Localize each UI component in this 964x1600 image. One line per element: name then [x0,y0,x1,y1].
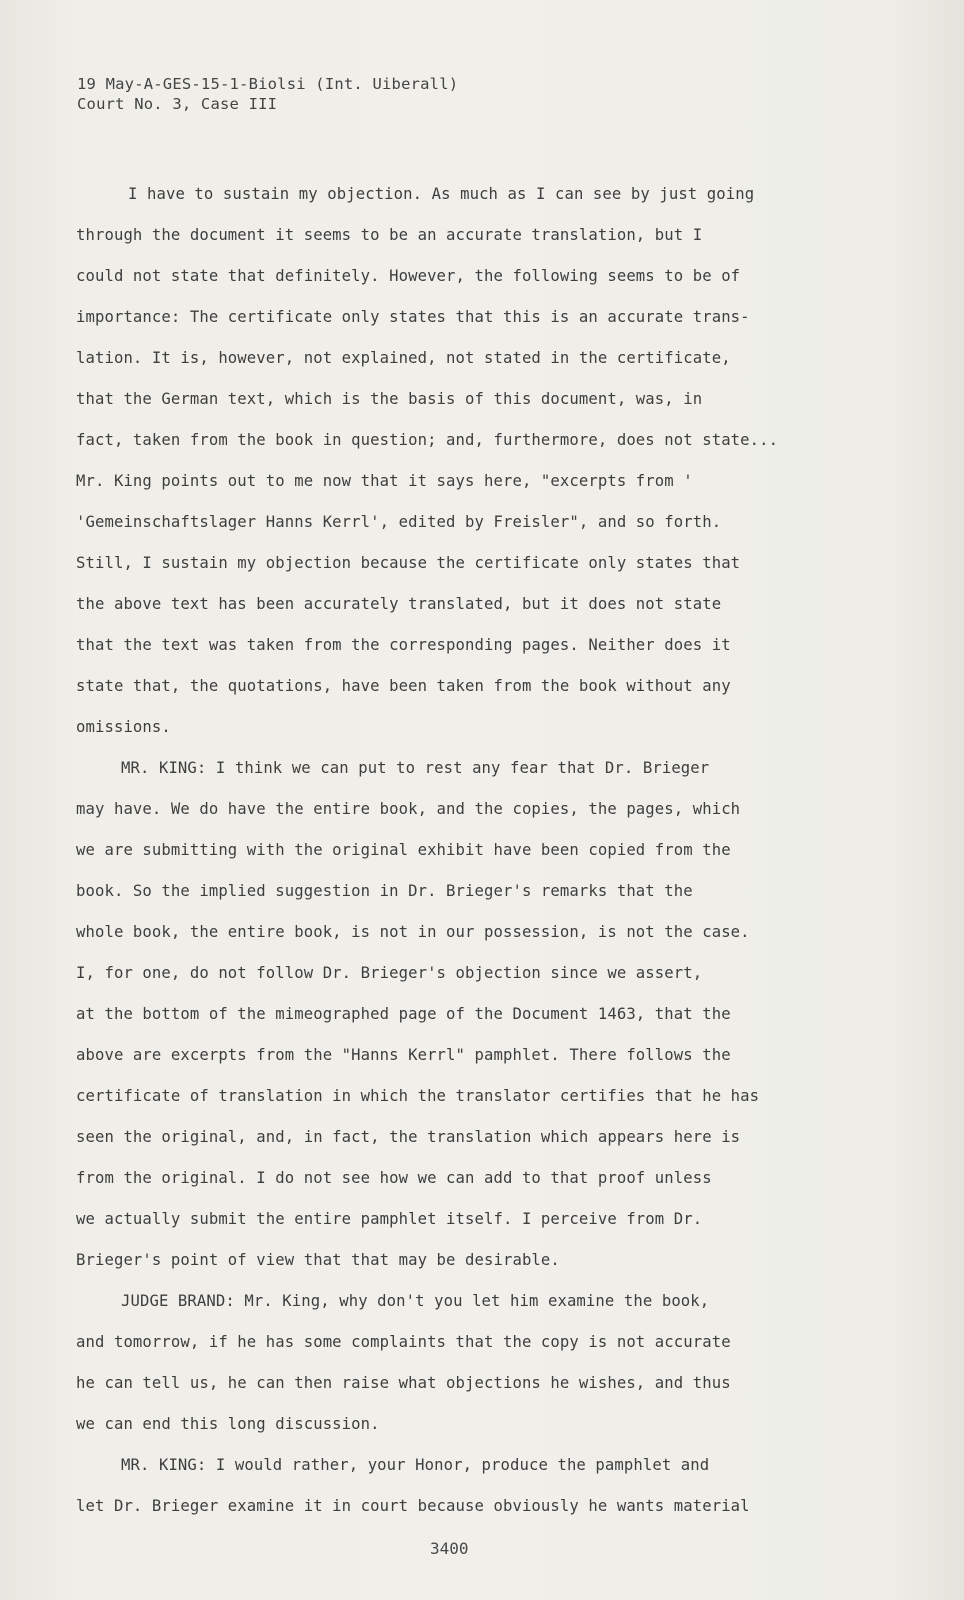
transcript-line: the above text has been accurately translated, but it does not state [76,595,722,613]
transcript-line: book. So the implied suggestion in Dr. Brieger's remarks that the [76,882,693,900]
transcript-line: we actually submit the entire pamphlet itself. I perceive from Dr. [76,1210,703,1228]
transcript-line: state that, the quotations, have been taken from the book without any [76,677,731,695]
header-line-2: Court No. 3, Case III [77,95,278,113]
transcript-line: and tomorrow, if he has some complaints that the copy is not accurate [76,1333,731,1351]
transcript-line: through the document it seems to be an accurate translation, but I [76,226,703,244]
transcript-line: Still, I sustain my objection because the certificate only states that [76,554,741,572]
transcript-line: I, for one, do not follow Dr. Brieger's objection since we assert, [76,964,703,982]
transcript-line: that the text was taken from the corresponding pages. Neither does it [76,636,731,654]
document-header [77,74,458,114]
transcript-line: Mr. King points out to me now that it says here, "excerpts from ' [76,472,693,490]
transcript-line: that the German text, which is the basis of this document, was, in [76,390,703,408]
page-number: 3400 [430,1539,469,1558]
transcript-line: importance: The certificate only states that this is an accurate trans- [76,308,750,326]
transcript-line: from the original. I do not see how we can add to that proof unless [76,1169,712,1187]
transcript-line: we can end this long discussion. [76,1415,380,1433]
transcript-body [76,174,846,1527]
transcript-line: 'Gemeinschaftslager Hanns Kerrl', edited by Freisler", and so forth. [76,513,722,531]
transcript-line: he can tell us, he can then raise what objections he wishes, and thus [76,1374,731,1392]
transcript-line: MR. KING: I think we can put to rest any fear that Dr. Brieger [121,759,710,777]
header-line-1: 19 May-A-GES-15-1-Biolsi (Int. Uiberall) [77,75,459,93]
transcript-line: let Dr. Brieger examine it in court because obviously he wants material [76,1497,750,1515]
transcript-line: may have. We do have the entire book, and the copies, the pages, which [76,800,741,818]
transcript-line: certificate of translation in which the translator certifies that he has [76,1087,760,1105]
transcript-line: JUDGE BRAND: Mr. King, why don't you let him examine the book, [121,1292,710,1310]
transcript-line: whole book, the entire book, is not in our possession, is not the case. [76,923,750,941]
transcript-line: at the bottom of the mimeographed page of the Document 1463, that the [76,1005,731,1023]
transcript-line: could not state that definitely. However, the following seems to be of [76,267,741,285]
transcript-line: lation. It is, however, not explained, not stated in the certificate, [76,349,731,367]
transcript-line: seen the original, and, in fact, the translation which appears here is [76,1128,741,1146]
transcript-line: Brieger's point of view that that may be desirable. [76,1251,560,1269]
transcript-line: omissions. [76,718,171,736]
transcript-line: fact, taken from the book in question; and, furthermore, does not state... [76,431,779,449]
transcript-line: we are submitting with the original exhibit have been copied from the [76,841,731,859]
transcript-line: MR. KING: I would rather, your Honor, produce the pamphlet and [121,1456,710,1474]
transcript-line: I have to sustain my objection. As much as I can see by just going [128,185,755,203]
transcript-line: above are excerpts from the "Hanns Kerrl" pamphlet. There follows the [76,1046,731,1064]
